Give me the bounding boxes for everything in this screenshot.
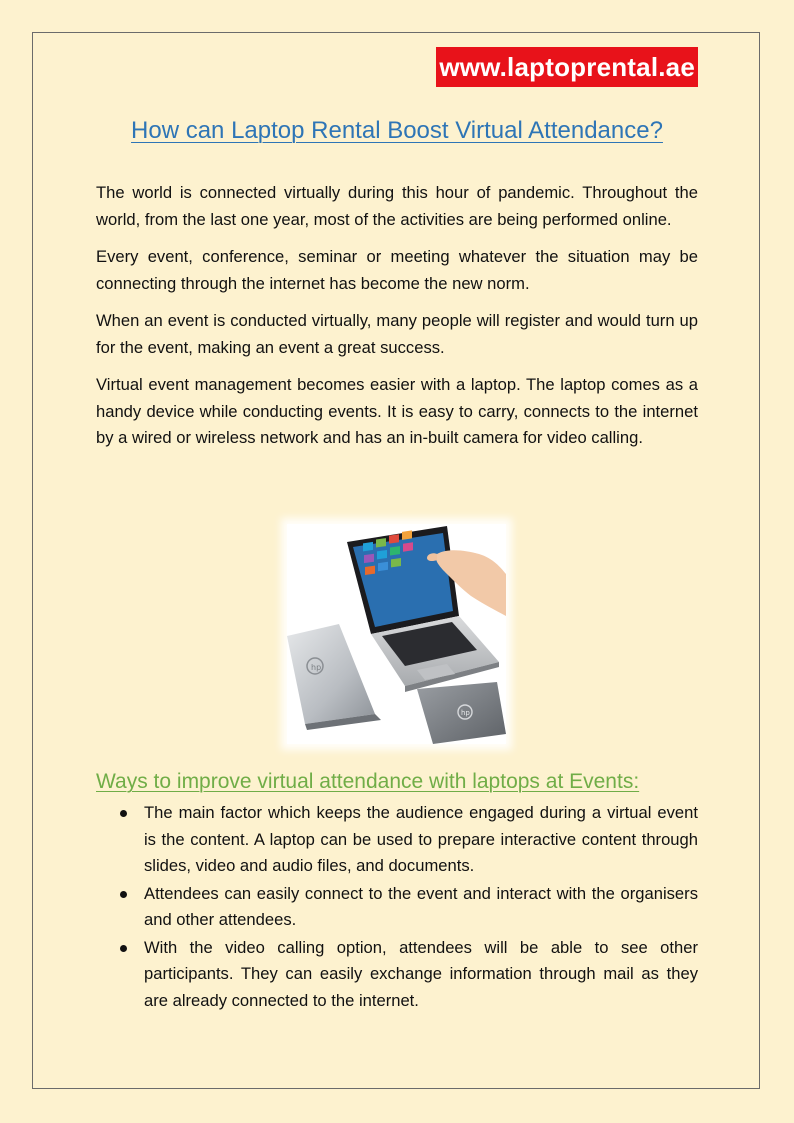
list-item-text: Attendees can easily connect to the event and interact with the organisers and other attendees. xyxy=(144,883,698,929)
list-item xyxy=(96,881,698,934)
paragraph: Virtual event management becomes easier with a laptop. The laptop comes as a handy device while conducting events. It is easy to carry, connects to the internet by a wired or wireless network and has an in-built camera for video calling. xyxy=(96,375,698,447)
section-heading: Ways to improve virtual attendance with laptops at Events: xyxy=(96,770,640,793)
main-laptop xyxy=(347,526,506,692)
svg-text:hp: hp xyxy=(461,709,470,717)
site-url-badge[interactable]: www.laptoprental.ae xyxy=(436,47,698,87)
list-item-text: The main factor which keeps the audience engaged during a virtual event is the content. A laptop can be used to prepare interactive content through slides, video and audio files, and documents. xyxy=(144,803,698,875)
dark-laptop xyxy=(417,682,506,744)
bullet-list xyxy=(96,800,698,1015)
list-item-text: With the video calling option, attendees will be able to see other participants. They can easily exchange information through mail as they are already connected to the internet. xyxy=(144,937,698,1010)
laptops-illustration xyxy=(287,524,506,744)
silver-laptop xyxy=(287,624,381,730)
intro-text xyxy=(96,180,698,463)
page-title: How can Laptop Rental Boost Virtual Attendance? xyxy=(131,117,663,144)
laptops-photo xyxy=(287,524,506,744)
paragraph: Every event, conference, seminar or meeting whatever the situation may be connecting through the internet has become the new norm. xyxy=(96,247,698,293)
paragraph: The world is connected virtually during this hour of pandemic. Throughout the world, from the last one year, most of the activities are being performed online. xyxy=(96,183,698,229)
bullet-icon xyxy=(120,891,127,898)
bullet-icon xyxy=(120,810,127,817)
list-item xyxy=(96,800,698,880)
svg-text:hp: hp xyxy=(311,663,322,672)
bullet-icon xyxy=(120,945,127,952)
list-item xyxy=(96,935,698,1015)
paragraph: When an event is conducted virtually, many people will register and would turn up for the event, making an event a great success. xyxy=(96,311,698,357)
